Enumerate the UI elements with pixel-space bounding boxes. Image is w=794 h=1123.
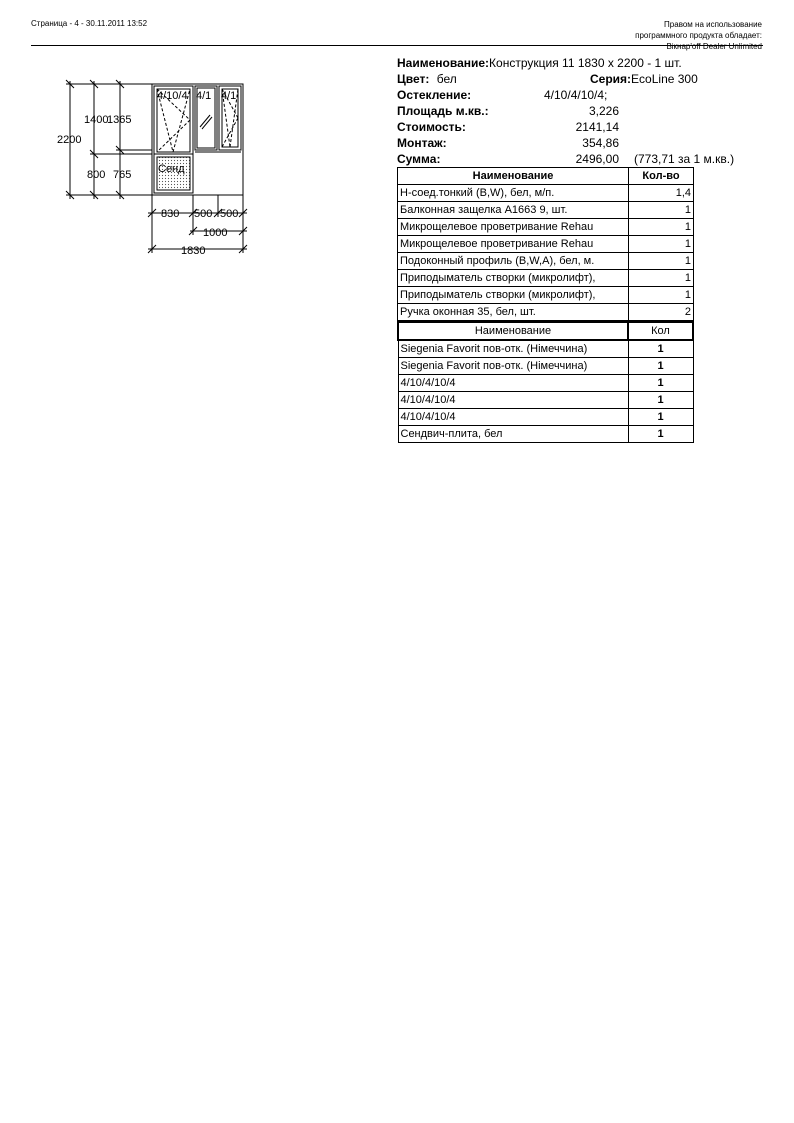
window-drawing [50,75,260,265]
material-name: Приподыматель створки (микролифт), [400,289,596,301]
glazing-label: Остекление: [397,88,472,102]
series-value: EcoLine 300 [631,72,698,86]
area-value: 3,226 [588,104,619,118]
sum-label-row [397,151,440,167]
table-row [398,340,693,358]
dim-width-middle: 500 [194,208,213,220]
component-name: 4/10/4/10/4 [398,375,628,392]
cost-label: Стоимость: [397,120,466,134]
material-qty: 1,4 [629,185,694,202]
install-label-row [397,135,447,151]
header-divider [31,45,763,46]
material-qty: 1 [629,287,694,304]
dim-width-window: 1000 [203,227,228,239]
table-row [398,287,694,304]
dim-width-total: 1830 [181,245,206,257]
glazing-row [397,87,471,103]
table-row [398,426,693,443]
components-col-qty: Кол [628,322,693,340]
table-row [398,304,694,321]
material-qty: 1 [629,202,694,219]
table-row [398,219,694,236]
components-table [397,321,694,443]
component-name: Сендвич-плита, бел [398,426,628,443]
panel-label: Сенд [158,163,185,175]
materials-col-qty: Кол-во [629,168,694,185]
color-value: бел [436,72,457,86]
component-name: 4/10/4/10/4 [398,409,628,426]
install-value: 354,86 [582,136,619,150]
dim-height-upper: 1400 [84,114,109,126]
glazing-value: 4/10/4/10/4; [544,88,608,102]
material-name: Балконная защелка А1663 9, шт. [400,204,568,216]
component-name: Siegenia Favorit пов-отк. (Німеччина) [398,340,628,358]
material-name: Приподыматель створки (микролифт), [400,272,596,284]
name-value: Конструкция 11 1830 x 2200 - 1 шт. [489,56,682,70]
dim-width-door: 830 [161,208,180,220]
cost-label-row [397,119,466,135]
sum-value: 2496,00 [575,152,619,166]
dim-height-lower: 800 [87,169,106,181]
material-name: Подоконный профиль (B,W,A), бел, м. [400,255,595,267]
pane-label-2: 4/1 [196,90,212,102]
component-qty: 1 [628,392,693,409]
table-row [398,358,693,375]
area-label: Площадь м.кв.: [397,104,489,118]
materials-header-row [398,168,694,185]
cost-value: 2141,14 [575,120,619,134]
series-label: Серия: [590,72,632,86]
name-label: Наименование: [397,56,490,70]
materials-col-name: Наименование [398,168,629,185]
component-name: Siegenia Favorit пов-отк. (Німеччина) [398,358,628,375]
component-name: 4/10/4/10/4 [398,392,628,409]
materials-table [397,167,694,321]
material-name: Н-соед.тонкий (B,W), бел, м/п. [400,187,555,199]
material-qty: 1 [629,219,694,236]
name-row [397,55,682,71]
components-header-row [398,322,693,340]
material-name: Микрощелевое проветривание Rehau [400,238,594,250]
component-qty: 1 [628,375,693,392]
component-qty: 1 [628,340,693,358]
material-qty: 2 [629,304,694,321]
area-label-row [397,103,489,119]
table-row [398,409,693,426]
component-qty: 1 [628,358,693,375]
dim-height-lower-inner: 765 [113,169,132,181]
color-label: Цвет: [397,72,430,86]
table-row [398,202,694,219]
component-qty: 1 [628,426,693,443]
color-row [397,71,457,87]
rights-line-1: Правом на использование [664,20,762,29]
table-row [398,185,694,202]
table-row [398,253,694,270]
material-qty: 1 [629,270,694,287]
table-row [398,236,694,253]
rights-notice [635,19,762,52]
install-label: Монтаж: [397,136,447,150]
series-row [590,71,698,87]
rights-line-3: Вікнар'off Dealer Unlimited [666,42,762,51]
dim-width-right: 500 [220,208,239,220]
material-qty: 1 [629,253,694,270]
rights-line-2: программного продукта обладает: [635,31,762,40]
table-row [398,270,694,287]
table-row [398,375,693,392]
material-name: Ручка оконная 35, бел, шт. [400,306,536,318]
price-per-m2: (773,71 за 1 м.кв.) [634,152,735,166]
dim-height-total: 2200 [57,134,82,146]
sum-label: Сумма: [397,152,441,166]
pane-label-1: 4/10/4 [157,90,188,102]
page-info: Страница - 4 - 30.11.2011 13:52 [31,19,148,28]
material-qty: 1 [629,236,694,253]
pane-label-3: 4/1 [221,90,237,102]
dim-height-upper-inner: 1365 [107,114,132,126]
material-name: Микрощелевое проветривание Rehau [400,221,594,233]
component-qty: 1 [628,409,693,426]
components-col-name: Наименование [398,322,628,340]
table-row [398,392,693,409]
